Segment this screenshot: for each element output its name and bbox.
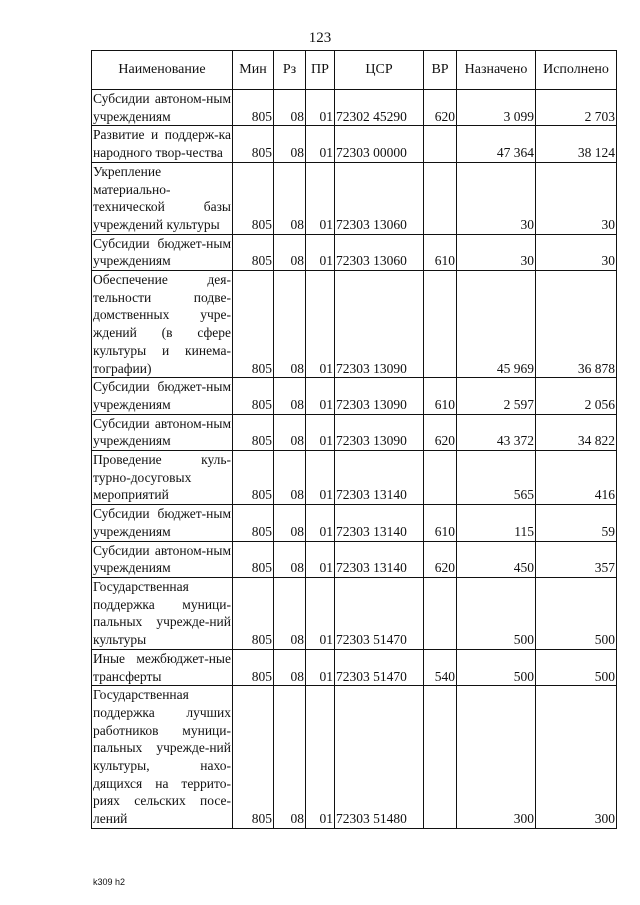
cell-assigned: 2 597	[457, 378, 536, 414]
cell-pr: 01	[306, 686, 335, 829]
cell-assigned: 43 372	[457, 414, 536, 450]
cell-rz: 08	[274, 414, 306, 450]
cell-csr: 72303 00000	[335, 126, 424, 162]
cell-pr: 01	[306, 378, 335, 414]
cell-name: Государственная поддержка муници-пальных учрежде-ний культуры	[92, 577, 233, 649]
cell-rz: 08	[274, 541, 306, 577]
cell-assigned: 30	[457, 162, 536, 234]
header-pr: ПР	[306, 51, 335, 90]
table-row	[92, 378, 617, 414]
cell-name: Субсидии автоном-ным учреждениям	[92, 90, 233, 126]
cell-vr	[424, 126, 457, 162]
cell-vr: 610	[424, 505, 457, 541]
cell-min: 805	[233, 686, 274, 829]
cell-rz: 08	[274, 378, 306, 414]
cell-vr: 620	[424, 541, 457, 577]
header-rz: Рз	[274, 51, 306, 90]
cell-name: Субсидии бюджет-ным учреждениям	[92, 505, 233, 541]
cell-executed: 36 878	[536, 271, 617, 378]
table-row	[92, 451, 617, 505]
cell-executed: 30	[536, 234, 617, 270]
header-assigned: Назначено	[457, 51, 536, 90]
cell-csr: 72303 51470	[335, 577, 424, 649]
cell-pr: 01	[306, 649, 335, 685]
table-row	[92, 90, 617, 126]
table-row	[92, 686, 617, 829]
cell-name: Иные межбюджет-ные трансферты	[92, 649, 233, 685]
cell-min: 805	[233, 414, 274, 450]
cell-pr: 01	[306, 414, 335, 450]
cell-pr: 01	[306, 577, 335, 649]
cell-pr: 01	[306, 271, 335, 378]
page-number: 123	[308, 30, 332, 46]
cell-pr: 01	[306, 126, 335, 162]
cell-name: Субсидии автоном-ным учреждениям	[92, 414, 233, 450]
header-name: Наименование	[92, 51, 233, 90]
cell-csr: 72303 13140	[335, 451, 424, 505]
table-row	[92, 126, 617, 162]
cell-rz: 08	[274, 577, 306, 649]
cell-assigned: 3 099	[457, 90, 536, 126]
table-row	[92, 541, 617, 577]
cell-assigned: 45 969	[457, 271, 536, 378]
table-row	[92, 505, 617, 541]
cell-csr: 72303 13090	[335, 414, 424, 450]
cell-rz: 08	[274, 649, 306, 685]
cell-name: Субсидии бюджет-ным учреждениям	[92, 234, 233, 270]
cell-executed: 2 703	[536, 90, 617, 126]
cell-min: 805	[233, 90, 274, 126]
cell-rz: 08	[274, 234, 306, 270]
cell-csr: 72303 51480	[335, 686, 424, 829]
cell-vr: 620	[424, 90, 457, 126]
cell-vr	[424, 271, 457, 378]
cell-assigned: 47 364	[457, 126, 536, 162]
cell-csr: 72303 13140	[335, 541, 424, 577]
header-min: Мин	[233, 51, 274, 90]
cell-min: 805	[233, 541, 274, 577]
cell-executed: 500	[536, 577, 617, 649]
header-vr: ВР	[424, 51, 457, 90]
cell-executed: 59	[536, 505, 617, 541]
cell-executed: 2 056	[536, 378, 617, 414]
cell-assigned: 300	[457, 686, 536, 829]
cell-vr: 610	[424, 234, 457, 270]
cell-pr: 01	[306, 90, 335, 126]
cell-pr: 01	[306, 505, 335, 541]
cell-executed: 416	[536, 451, 617, 505]
cell-rz: 08	[274, 162, 306, 234]
table-row	[92, 649, 617, 685]
cell-vr: 540	[424, 649, 457, 685]
cell-vr	[424, 451, 457, 505]
cell-rz: 08	[274, 451, 306, 505]
cell-name: Проведение куль-турно-досуговых мероприятий	[92, 451, 233, 505]
header-executed: Исполнено	[536, 51, 617, 90]
cell-assigned: 115	[457, 505, 536, 541]
table-row	[92, 414, 617, 450]
cell-rz: 08	[274, 271, 306, 378]
cell-rz: 08	[274, 505, 306, 541]
cell-vr: 620	[424, 414, 457, 450]
cell-name: Развитие и поддерж-ка народного твор-чества	[92, 126, 233, 162]
cell-pr: 01	[306, 451, 335, 505]
cell-min: 805	[233, 162, 274, 234]
cell-executed: 30	[536, 162, 617, 234]
cell-vr	[424, 577, 457, 649]
cell-name: Государственная поддержка лучших работников муници-пальных учрежде-ний культуры, нахо-дящихся на террито-риях сельских посе-лений	[92, 686, 233, 829]
cell-assigned: 500	[457, 577, 536, 649]
cell-min: 805	[233, 126, 274, 162]
header-csr: ЦСР	[335, 51, 424, 90]
table-row	[92, 162, 617, 234]
cell-csr: 72303 13140	[335, 505, 424, 541]
cell-csr: 72303 13060	[335, 234, 424, 270]
cell-csr: 72303 51470	[335, 649, 424, 685]
table-body	[92, 90, 617, 829]
table-row	[92, 271, 617, 378]
cell-executed: 300	[536, 686, 617, 829]
cell-vr	[424, 686, 457, 829]
cell-pr: 01	[306, 234, 335, 270]
cell-min: 805	[233, 451, 274, 505]
cell-name: Укрепление материально-технической базы учреждений культуры	[92, 162, 233, 234]
cell-executed: 500	[536, 649, 617, 685]
table-header-row	[92, 51, 617, 90]
cell-executed: 38 124	[536, 126, 617, 162]
table-row	[92, 234, 617, 270]
cell-pr: 01	[306, 162, 335, 234]
cell-assigned: 30	[457, 234, 536, 270]
cell-name: Субсидии бюджет-ным учреждениям	[92, 378, 233, 414]
footer-code: k309 h2	[93, 877, 126, 887]
cell-rz: 08	[274, 686, 306, 829]
cell-min: 805	[233, 234, 274, 270]
cell-min: 805	[233, 271, 274, 378]
table-row	[92, 577, 617, 649]
cell-name: Субсидии автоном-ным учреждениям	[92, 541, 233, 577]
cell-min: 805	[233, 577, 274, 649]
cell-min: 805	[233, 505, 274, 541]
budget-table	[91, 50, 617, 829]
cell-rz: 08	[274, 90, 306, 126]
cell-vr	[424, 162, 457, 234]
cell-assigned: 565	[457, 451, 536, 505]
cell-assigned: 500	[457, 649, 536, 685]
cell-csr: 72302 45290	[335, 90, 424, 126]
cell-assigned: 450	[457, 541, 536, 577]
cell-csr: 72303 13060	[335, 162, 424, 234]
cell-pr: 01	[306, 541, 335, 577]
cell-min: 805	[233, 649, 274, 685]
cell-vr: 610	[424, 378, 457, 414]
cell-csr: 72303 13090	[335, 271, 424, 378]
cell-executed: 34 822	[536, 414, 617, 450]
cell-rz: 08	[274, 126, 306, 162]
cell-csr: 72303 13090	[335, 378, 424, 414]
cell-min: 805	[233, 378, 274, 414]
cell-name: Обеспечение дея-тельности подве-домственных учре-ждений (в сфере культуры и кинема-тографии)	[92, 271, 233, 378]
cell-executed: 357	[536, 541, 617, 577]
